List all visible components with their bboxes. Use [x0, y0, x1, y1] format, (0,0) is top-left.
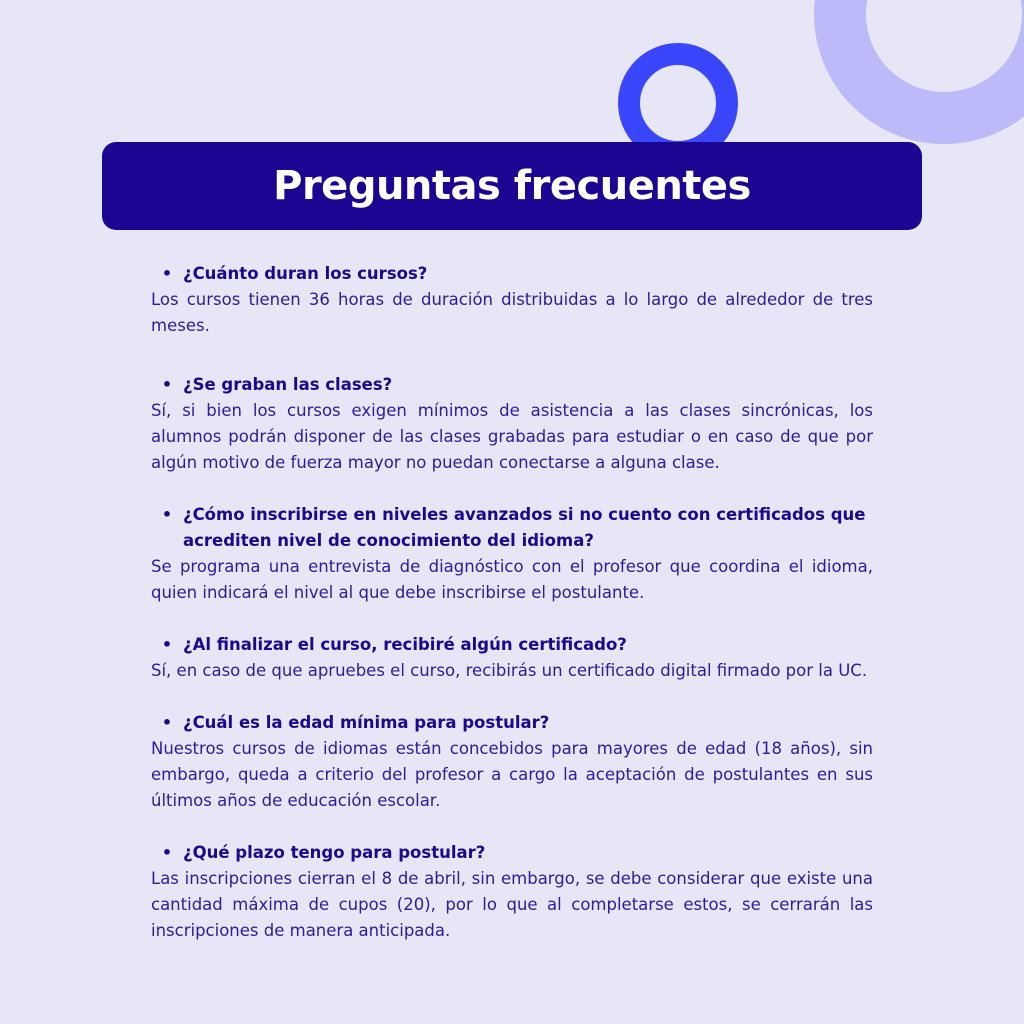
- faq-question: [151, 372, 873, 398]
- faq-item-minimum-age: [151, 710, 873, 814]
- faq-answer: Nuestros cursos de idiomas están concebidos para mayores de edad (18 años), sin embargo, queda a criterio del profesor a cargo la aceptación de postulantes en sus últimos años de educación escolar.: [151, 739, 873, 810]
- faq-item-deadline: [151, 840, 873, 944]
- faq-item-recordings: [151, 372, 873, 476]
- faq-question-text: ¿Cuál es la edad mínima para postular?: [183, 713, 550, 732]
- bullet-icon: •: [161, 264, 173, 283]
- bullet-icon: •: [161, 843, 173, 862]
- faq-item-duration: [151, 261, 873, 339]
- decorative-large-ring: [814, 0, 1024, 144]
- faq-question-text: ¿Cuánto duran los cursos?: [183, 264, 428, 283]
- faq-answer: Los cursos tienen 36 horas de duración distribuidas a lo largo de alrededor de tres meses.: [151, 290, 873, 335]
- faq-list: [151, 261, 873, 970]
- faq-question-text: ¿Se graban las clases?: [183, 375, 393, 394]
- faq-question: [151, 840, 873, 866]
- faq-question: [151, 632, 873, 658]
- faq-question-text: ¿Qué plazo tengo para postular?: [183, 843, 486, 862]
- bullet-icon: •: [161, 505, 173, 524]
- faq-item-advanced-levels: [151, 502, 873, 606]
- bullet-icon: •: [161, 375, 173, 394]
- title-banner: [102, 142, 922, 230]
- faq-answer: Se programa una entrevista de diagnóstico con el profesor que coordina el idioma, quien indicará el nivel al que debe inscribirse el postulante.: [151, 557, 873, 602]
- faq-question: [151, 710, 873, 736]
- faq-question: [151, 261, 873, 287]
- faq-answer: Las inscripciones cierran el 8 de abril, sin embargo, se debe considerar que existe una cantidad máxima de cupos (20), por lo que al completarse estos, se cerrarán las inscripciones de manera anticipada.: [151, 869, 873, 940]
- faq-item-certificate: [151, 632, 873, 684]
- bullet-icon: •: [161, 713, 173, 732]
- faq-question-text: ¿Al finalizar el curso, recibiré algún certificado?: [183, 635, 627, 654]
- bullet-icon: •: [161, 635, 173, 654]
- page-title: Preguntas frecuentes: [273, 163, 751, 209]
- faq-answer: Sí, en caso de que apruebes el curso, recibirás un certificado digital firmado por la UC.: [151, 661, 868, 680]
- faq-answer: Sí, si bien los cursos exigen mínimos de asistencia a las clases sincrónicas, los alumnos podrán disponer de las clases grabadas para estudiar o en caso de que por algún motivo de fuerza mayor no puedan conectarse a alguna clase.: [151, 401, 873, 472]
- faq-question: [151, 502, 873, 554]
- faq-question-text: ¿Cómo inscribirse en niveles avanzados si no cuento con certificados que acrediten nivel de conocimiento del idioma?: [183, 505, 866, 550]
